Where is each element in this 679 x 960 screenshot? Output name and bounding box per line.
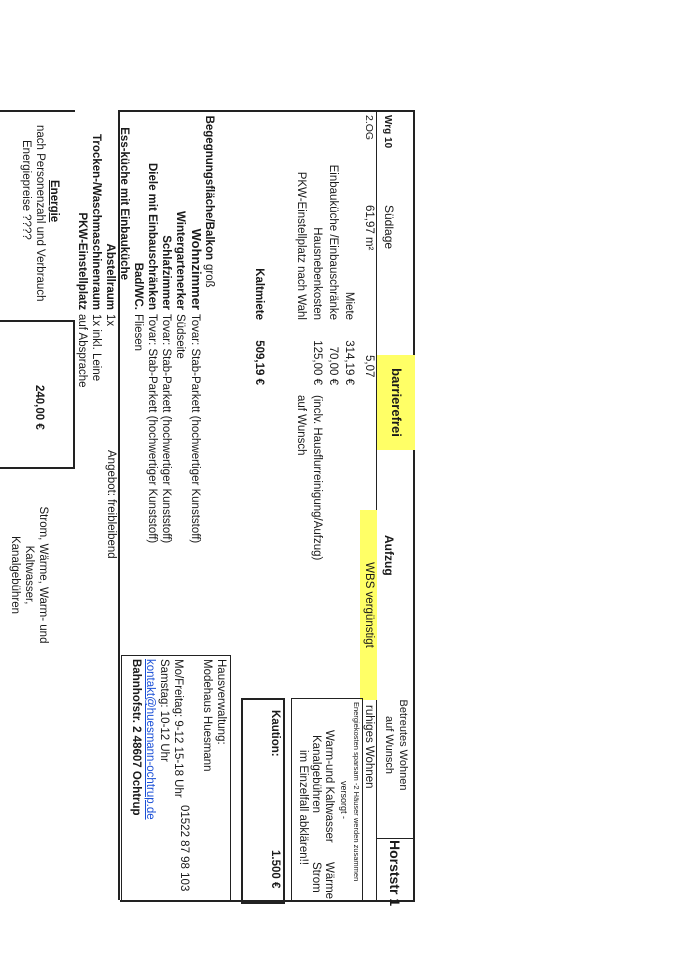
energie-left-rule bbox=[0, 110, 75, 112]
cost-note: auf Wunsch bbox=[295, 395, 307, 456]
cost-label: PKW-Einstellplatz nach Wahl bbox=[295, 171, 307, 320]
feature-label: PKW-Einstellplatz bbox=[76, 212, 88, 310]
barrierefrei-label: barrierefrei bbox=[377, 355, 415, 450]
area: 61,97 m² bbox=[363, 205, 375, 251]
betreutes-line2: auf Wunsch bbox=[383, 716, 395, 774]
aufzug-label: Aufzug bbox=[382, 535, 396, 576]
energie-line2: Energiepreise ???? bbox=[20, 140, 32, 240]
feature-label: Wintergartenerker bbox=[174, 211, 186, 310]
kaltmiete-value: 509,19 € bbox=[253, 340, 265, 385]
energie-line1: nach Personenzahl und Verbrauch bbox=[34, 125, 46, 302]
hausverwaltung-line2: Modehaus Huesmann bbox=[201, 659, 213, 772]
kaltmiete-label: Kaltmiete bbox=[253, 268, 265, 320]
cost-value: 314,19 € bbox=[343, 340, 355, 385]
feature-label: Schlafzimmer bbox=[160, 235, 172, 310]
hausverwaltung-hours1: Mo/Freitag: 9-12 15-18 Uhr bbox=[172, 659, 184, 798]
energie-info-line1: Energiekosten sparsam -2 Häuser werden zusammen bbox=[352, 702, 361, 882]
energie-desc3: Kanalgebühren bbox=[9, 535, 21, 614]
energie-info-line3b: Wärme bbox=[323, 862, 335, 900]
feature-label: Bad/WC. bbox=[132, 262, 144, 310]
hausverwaltung-address: Bahnhofstr. 2 48607 Ochtrup bbox=[130, 659, 142, 816]
cost-value: 125,00 € bbox=[311, 340, 323, 385]
frame-top bbox=[413, 110, 415, 900]
energie-desc1: Strom, Wärme, Warm- und bbox=[37, 506, 49, 644]
feature-value: Tovar: Stab-Parkett (hochwertiger Kunststoff) bbox=[189, 314, 201, 544]
header-divider bbox=[376, 110, 377, 900]
feature-value: Tovar: Stab-Parkett (hochwertiger Kunststoff) bbox=[160, 314, 172, 544]
cost-label: Hausnebenkosten bbox=[311, 227, 323, 320]
energie-desc2: Kaltwasser, bbox=[23, 545, 35, 605]
cost-note: (inclv. Hausflurreinigung/Aufzug) bbox=[311, 395, 323, 561]
energie-value: 240,00 € bbox=[33, 385, 45, 430]
kaution-value: 1.500 € bbox=[269, 850, 281, 889]
feature-value: 1x inkl. Leine bbox=[90, 314, 102, 382]
feature-label: Wohnzimmer bbox=[189, 228, 204, 310]
feature-label: Abstellraum bbox=[104, 243, 116, 310]
feature-value: Fliesen bbox=[132, 314, 144, 352]
floor: 2.OG bbox=[363, 115, 375, 141]
feature-value: auf Absprache bbox=[76, 314, 88, 388]
cost-label: Miete bbox=[343, 291, 355, 320]
hausverwaltung-line1: Hausverwaltung: bbox=[215, 659, 227, 745]
feature-value: groß bbox=[203, 264, 215, 288]
feature-label: Ess-küche mit Einbauküche bbox=[118, 127, 130, 280]
angebot-note: Angebot: freibleibend bbox=[105, 450, 117, 559]
address-header: Horststr 1 bbox=[387, 840, 403, 907]
rotated-sheet bbox=[9, 110, 415, 910]
hausverwaltung-phone: 01522 87 98 103 bbox=[178, 805, 190, 892]
energie-info-line4b: Strom bbox=[310, 862, 322, 893]
kaution-label: Kaution: bbox=[269, 710, 281, 757]
hausverwaltung-hours2: Samstag: 10-12 Uhr bbox=[158, 659, 170, 762]
energie-info-line3a: Warm-und Kaltwasser bbox=[323, 730, 335, 843]
energie-info-line4a: Kanalgebühren bbox=[310, 735, 322, 814]
cost-label: Einbauküche /Einbauschränke bbox=[327, 164, 339, 320]
hausverwaltung-email-link[interactable]: kontakt@huesmann-ochtrup.de bbox=[144, 659, 156, 820]
feature-label: Begegnungsfläche/Balkon bbox=[203, 115, 215, 260]
energie-info-line2: versorgt - bbox=[339, 780, 349, 819]
lage-label: Südlage bbox=[382, 205, 396, 250]
feature-value: Südseite bbox=[174, 314, 186, 359]
energie-title: Energie bbox=[48, 180, 60, 223]
feature-label: Trocken-/Waschmaschinenraum bbox=[90, 134, 102, 310]
header-col-divider bbox=[377, 838, 415, 839]
ruhiges-wohnen: ruhiges Wohnen bbox=[363, 705, 375, 789]
feature-label: Diele mit Einbauschränken bbox=[146, 163, 158, 310]
feature-value: 1x bbox=[104, 314, 116, 327]
feature-value: Tovar: Stab-Parkett (hochwertiger Kunststoff) bbox=[146, 314, 158, 544]
energie-info-line5: im Einzelfall abklären!! bbox=[297, 750, 309, 866]
cost-value: 70,00 € bbox=[327, 346, 339, 385]
wbs-badge: WBS vergünstigt bbox=[360, 510, 377, 700]
betreutes-line1: Betreutes Wohnen bbox=[397, 699, 409, 791]
wohnung-label: Wrg 10 bbox=[382, 115, 393, 149]
price-per-m2: 5,07 bbox=[363, 355, 375, 378]
